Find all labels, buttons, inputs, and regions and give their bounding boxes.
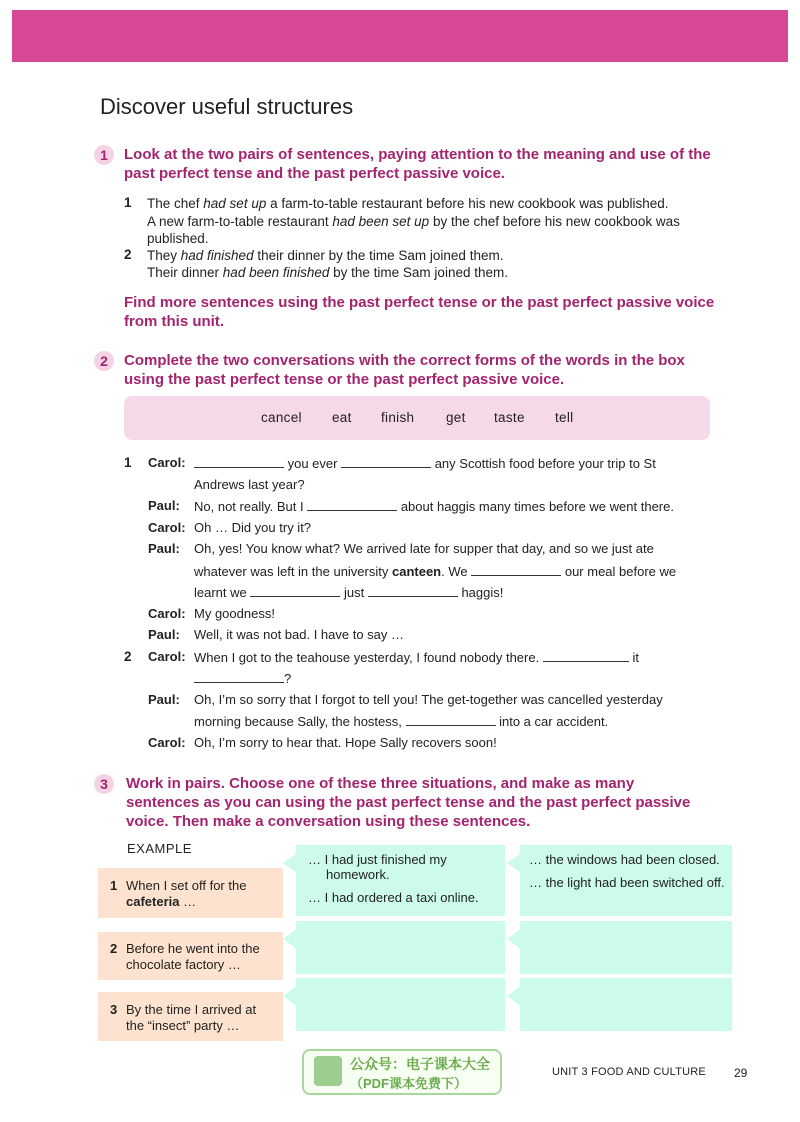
example-answer: … the light had been switched off. (529, 875, 725, 890)
situation-box (98, 992, 283, 1041)
example-answer: homework. (326, 867, 390, 882)
exercise-3-number: 3 (94, 774, 114, 794)
conversation-number: 2 (124, 649, 132, 664)
heading-line: using the past perfect tense or the past perfect passive voice. (124, 371, 565, 388)
example-sentence: Their dinner had been finished by the time Sam joined them. (147, 265, 508, 280)
book-icon (314, 1056, 342, 1086)
answer-blank[interactable] (406, 713, 496, 726)
word-option: tell (555, 410, 574, 425)
word-option: finish (381, 410, 415, 425)
answer-blank[interactable] (250, 584, 340, 597)
speaker-label: Carol: (148, 520, 186, 535)
speaker-label: Carol: (148, 606, 186, 621)
situation-box (98, 932, 283, 980)
answer-blank[interactable] (194, 670, 284, 683)
watermark-line: （PDF课本免费下） (350, 1076, 468, 1091)
answer-box[interactable] (520, 978, 732, 1031)
answer-blank[interactable] (307, 498, 397, 511)
exercise-2-number: 2 (94, 351, 114, 371)
item-number: 1 (124, 195, 132, 210)
dialogue-line: Oh, I’m sorry to hear that. Hope Sally recovers soon! (194, 735, 497, 750)
answer-blank[interactable] (543, 649, 629, 662)
pointer-arrow (507, 853, 521, 873)
dialogue-line: When I got to the teahouse yesterday, I found nobody there. it (194, 650, 639, 665)
item-number: 2 (124, 247, 132, 262)
dialogue-line: Oh, I’m so sorry that I forgot to tell you! The get-together was cancelled yesterday (194, 692, 663, 707)
answer-blank[interactable] (341, 455, 431, 468)
situation-number: 2 (110, 941, 118, 956)
situation-text: By the time I arrived at the “insect” party … (126, 1002, 257, 1033)
dialogue-line: learnt we just haggis! (194, 585, 504, 600)
situation-box (98, 868, 283, 918)
answer-box[interactable] (296, 978, 505, 1031)
word-option: taste (494, 410, 525, 425)
answer-blank[interactable] (368, 584, 458, 597)
example-answer: … I had just finished my (308, 852, 447, 867)
situation-text: Before he went into the chocolate factory … (126, 941, 260, 972)
dialogue-line: No, not really. But I about haggis many times before we went there. (194, 499, 674, 514)
speaker-label: Paul: (148, 692, 180, 707)
example-sentence: A new farm-to-table restaurant had been set up by the chef before his new cookbook was (147, 214, 680, 229)
watermark-line: 公众号：电子课本大全 (350, 1056, 490, 1072)
word-option: get (446, 410, 466, 425)
answer-box[interactable] (296, 921, 505, 974)
watermark (302, 1049, 502, 1095)
word-box (124, 396, 710, 440)
followup-line: from this unit. (124, 313, 224, 330)
heading-line: voice. Then make a conversation using these sentences. (126, 813, 531, 830)
dialogue-line: My goodness! (194, 606, 275, 621)
answer-blank[interactable] (194, 455, 284, 468)
header-band (12, 10, 788, 62)
dialogue-line: whatever was left in the university canteen. We our meal before we (194, 564, 677, 579)
pointer-arrow (507, 986, 521, 1006)
example-sentence: published. (147, 231, 209, 246)
dialogue-line: Well, it was not bad. I have to say … (194, 627, 405, 642)
answer-box[interactable] (520, 921, 732, 974)
word-option: eat (332, 410, 352, 425)
dialogue-line: Andrews last year? (194, 477, 305, 492)
pointer-arrow (283, 986, 297, 1006)
answer-box[interactable] (520, 845, 732, 916)
page-number: 29 (734, 1066, 748, 1080)
dialogue-line: you ever any Scottish food before your trip to St (194, 455, 656, 471)
example-label: EXAMPLE (127, 841, 192, 856)
dialogue-line: ? (194, 670, 291, 686)
situation-text: When I set off for the cafeteria … (126, 878, 247, 909)
example-answer: … the windows had been closed. (529, 852, 720, 867)
conversation-number: 1 (124, 455, 132, 470)
section-title: Discover useful structures (100, 94, 354, 119)
dialogue-line: morning because Sally, the hostess, into a car accident. (194, 714, 609, 729)
heading-line: Complete the two conversations with the correct forms of the words in the box (124, 352, 685, 369)
example-answer: … I had ordered a taxi online. (308, 890, 479, 905)
speaker-label: Carol: (148, 455, 186, 470)
answer-box[interactable] (296, 845, 505, 916)
speaker-label: Paul: (148, 627, 180, 642)
footer-unit: UNIT 3 FOOD AND CULTURE (552, 1066, 706, 1078)
dialogue-line: Oh … Did you try it? (194, 520, 312, 535)
heading-line: Work in pairs. Choose one of these three situations, and make as many (126, 775, 635, 792)
exercise-1-followup (124, 293, 724, 331)
speaker-label: Paul: (148, 541, 180, 556)
pointer-arrow (283, 929, 297, 949)
followup-line: Find more sentences using the past perfect tense or the past perfect passive voice (124, 294, 715, 311)
situation-number: 3 (110, 1002, 118, 1017)
heading-line: sentences as you can using the past perfect tense and the past perfect passive (126, 794, 691, 811)
exercise-2-heading (124, 351, 724, 389)
pointer-arrow (283, 853, 297, 873)
example-sentence: They had finished their dinner by the time Sam joined them. (147, 248, 504, 263)
exercise-1-heading (124, 145, 724, 183)
speaker-label: Carol: (148, 735, 186, 750)
exercise-1-number: 1 (94, 145, 114, 165)
answer-blank[interactable] (471, 563, 561, 576)
speaker-label: Paul: (148, 498, 180, 513)
example-sentence: The chef had set up a farm-to-table restaurant before his new cookbook was published. (147, 196, 669, 211)
heading-line: past perfect tense and the past perfect passive voice. (124, 165, 505, 182)
pointer-arrow (507, 929, 521, 949)
dialogue-line: Oh, yes! You know what? We arrived late for supper that day, and so we just ate (194, 541, 654, 556)
word-option: cancel (261, 410, 302, 425)
heading-line: Look at the two pairs of sentences, paying attention to the meaning and use of the (124, 146, 711, 163)
exercise-3-heading (126, 774, 726, 831)
situation-number: 1 (110, 878, 118, 893)
speaker-label: Carol: (148, 649, 186, 664)
